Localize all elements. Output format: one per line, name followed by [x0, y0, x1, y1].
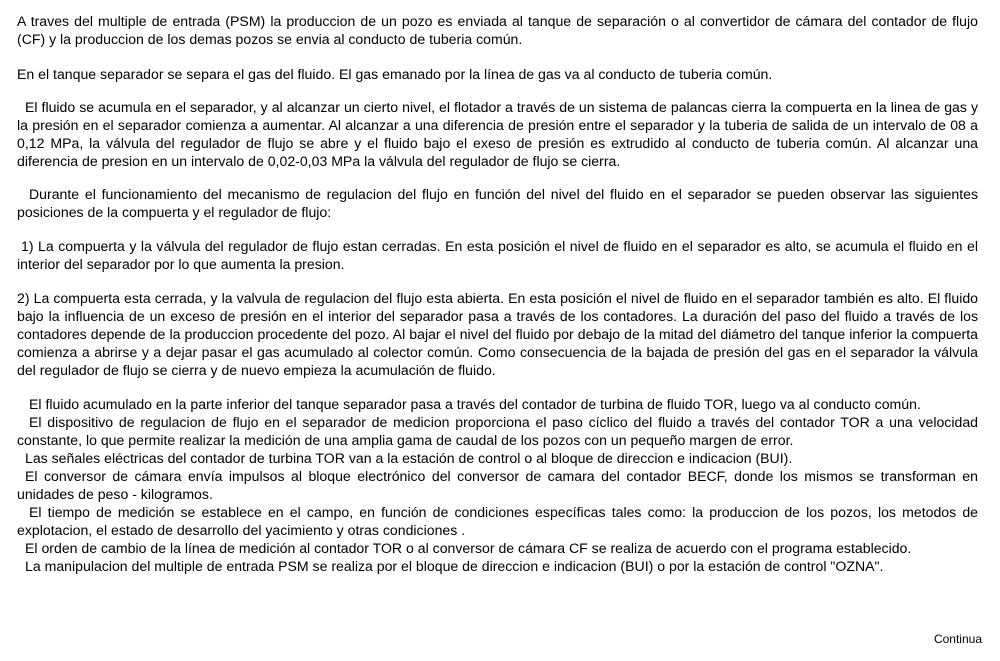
- paragraph-tor-signals: Las señales eléctricas del contador de turbina TOR van a la estación de control o al bloque de direccion e indicacion (BUI).: [25, 450, 793, 466]
- paragraph-fluid-accumulation: El fluido se acumula en el separador, y al alcanzar un cierto nivel, el flotador a través de un sistema de palancas cierra la compuerta en la linea de gas y la presión en el separador comienza a aumentar. Al alcanzar a una diferencia de presión entre el separador y la tuberia de salida de un intervalo de 08 a 0,12 MPa, la válvula del regulador de flujo se abre y el fluido bajo el exeso de presión es extrudido al conducto de tuberia común. Al alcanzar una diferencia de presion en un intervalo de 0,02-0,03 MPa la válvula del regulador de flujo se cierra.: [17, 99, 978, 169]
- paragraph-chamber-converter: El conversor de cámara envía impulsos al bloque electrónico del conversor de camara del contador BECF, donde los mismos se transforman en unidades de peso - kilogramos.: [17, 468, 978, 502]
- paragraph-position-2: 2) La compuerta esta cerrada, y la valvula de regulacion del flujo esta abierta. En esta posición el nivel de fluido en el separador también es alto. El fluido bajo la influencia de un exceso de presión en el interior del separador pasa a través de los contadores. La duración del paso del fluido a través de los contadores depende de la produccion procedente del pozo. Al bajar el nivel del fluido por debajo de la mitad del diámetro del tanque inferior la compuerta comienza a abrirse y a dejar pasar el gas acumulado al colector común. Como consecuencia de la bajada de presión del gas en el separador la válvula del regulador de flujo se cierra y de nuevo empieza la acumulación de fluido.: [17, 290, 978, 378]
- paragraph-flow-regulation-device: El dispositivo de regulacion de flujo en el separador de medicion proporciona el paso cíclico del fluido a través del contador TOR a una velocidad constante, lo que permite realizar la medición de una amplia gama de caudal de los pozos con un pequeño margen de error.: [17, 414, 978, 448]
- paragraph-tor-counter: El fluido acumulado en la parte inferior del tanque separador pasa a través del contador de turbina de fluido TOR, luego va al conducto común.: [29, 396, 921, 412]
- document-body: [17, 12, 978, 575]
- paragraph-measurement-order: El orden de cambio de la línea de medición al contador TOR o al conversor de cámara CF se realiza de acuerdo con el programa establecido.: [25, 540, 912, 556]
- paragraph-psm-intro: A traves del multiple de entrada (PSM) la produccion de un pozo es enviada al tanque de separación o al convertidor de cámara del contador de flujo (CF) y la produccion de los demas pozos se envia al conducto de tuberia común.: [17, 13, 978, 47]
- paragraph-psm-manipulation: La manipulacion del multiple de entrada PSM se realiza por el bloque de direccion e indicacion (BUI) o por la estación de control "OZNA".: [25, 558, 884, 574]
- paragraph-position-1: 1) La compuerta y la válvula del regulador de flujo estan cerradas. En esta posición el nivel de fluido en el separador es alto, se acumula el fluido en el interior del separador por lo que aumenta la presion.: [17, 238, 978, 272]
- paragraph-gas-separation: En el tanque separador se separa el gas del fluido. El gas emanado por la línea de gas va al conducto de tuberia común.: [17, 66, 773, 82]
- paragraph-regulation-mechanism: Durante el funcionamiento del mecanismo de regulacion del flujo en función del nivel del fluido en el separador se pueden observar las siguientes posiciones de la compuerta y el regulador de flujo:: [17, 186, 978, 220]
- continue-link[interactable]: Continua: [933, 632, 982, 646]
- paragraph-measurement-time: El tiempo de medición se establece en el campo, en función de condiciones específicas tales como: la produccion de los pozos, los metodos de explotacion, el estado de desarrollo del yacimiento y otras condiciones .: [17, 504, 978, 538]
